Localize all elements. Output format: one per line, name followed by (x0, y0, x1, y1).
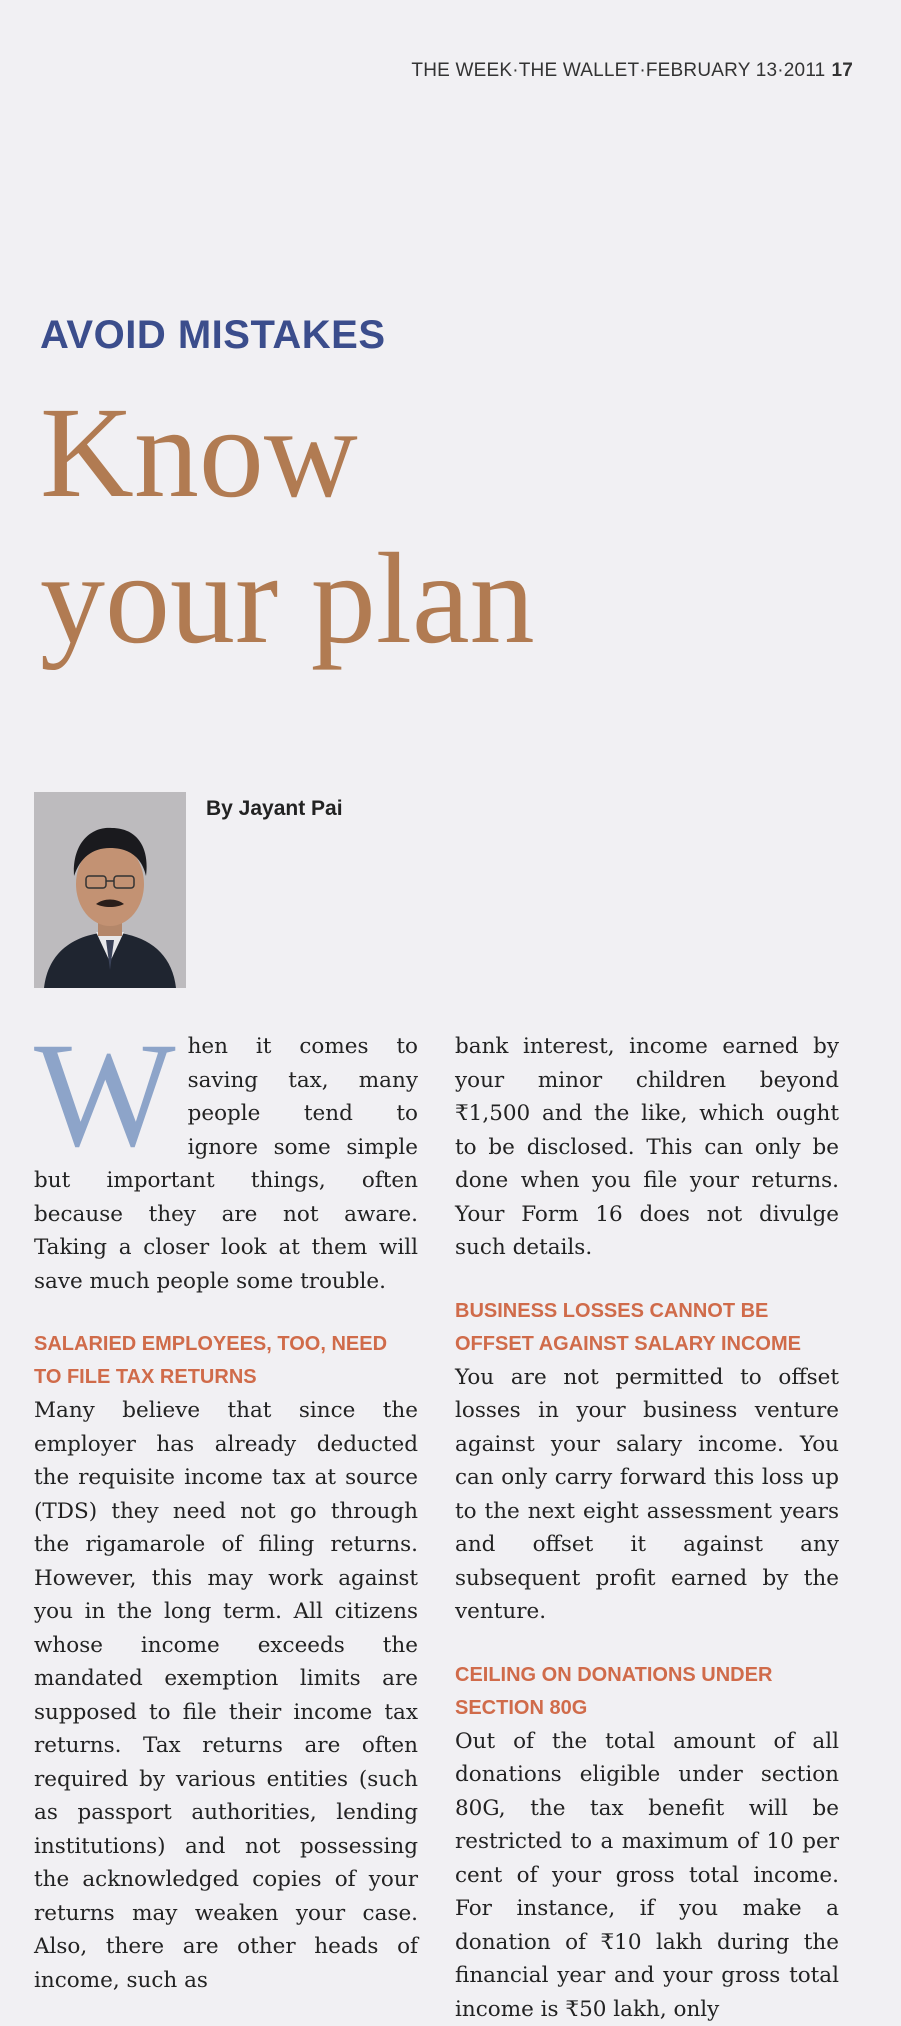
article-column-right (455, 1030, 839, 2026)
body-continued: bank interest, income earned by your minor children beyond ₹1,500 and the like, which ought to be disclosed. This can only be done when you file your returns. Your Form 16 does not divulge such details. (455, 1030, 839, 1265)
page-number: 17 (831, 60, 853, 81)
drop-cap: W (34, 1036, 176, 1156)
header-text: THE WEEK·THE WALLET·FEBRUARY 13·2011 (411, 60, 825, 81)
article-column-left (34, 1030, 418, 1997)
headline-line-1: Know (40, 380, 535, 526)
subhead-donations: CEILING ON DONATIONS UNDER SECTION 80G (455, 1659, 839, 1725)
headline (40, 380, 535, 672)
body-business-losses: You are not permitted to offset losses in your business venture against your salary income. You can only carry forward this loss up to the next eight assessment years and offset it against any subsequent profit earned by the venture. (455, 1361, 839, 1629)
intro-text: hen it comes to saving tax, many people tend to ignore some simple but important things, often because they are not aware. Taking a closer look at them will save much people some trouble. (34, 1034, 418, 1294)
body-donations: Out of the total amount of all donations eligible under section 80G, the tax benefit will be restricted to a maximum of 10 per cent of your gross total income. For instance, if you make a donation of ₹10 lakh during the financial year and your gross total income is ₹50 lakh, only (455, 1725, 839, 2026)
subhead-salaried: SALARIED EMPLOYEES, TOO, NEED TO FILE TAX RETURNS (34, 1328, 418, 1394)
byline: By Jayant Pai (206, 797, 343, 821)
author-portrait-image (34, 792, 186, 988)
headline-line-2: your plan (40, 526, 535, 672)
subhead-business-losses: BUSINESS LOSSES CANNOT BE OFFSET AGAINST SALARY INCOME (455, 1295, 839, 1361)
body-salaried: Many believe that since the employer has already deducted the requisite income tax at source (TDS) they need not go through the rigamarole of filing returns. However, this may work against you in the long term. All citizens whose income exceeds the mandated exemption limits are supposed to file their income tax returns. Tax returns are often required by various entities (such as passport authorities, lending institutions) and not possessing the acknowledged copies of your returns may weaken your case. Also, there are other heads of income, such as (34, 1394, 418, 1997)
intro-paragraph (34, 1030, 418, 1298)
section-kicker: AVOID MISTAKES (40, 313, 386, 358)
running-header (411, 60, 853, 82)
author-photo (34, 792, 186, 988)
